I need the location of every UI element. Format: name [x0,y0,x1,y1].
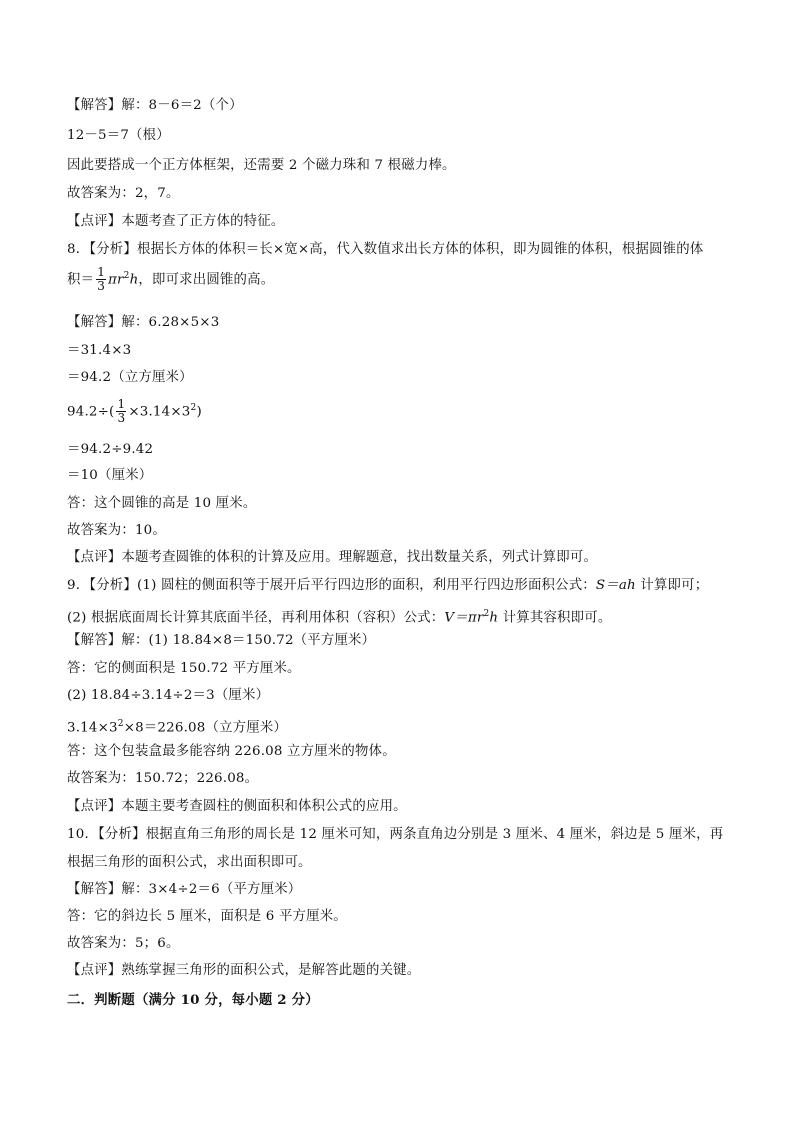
formula-line: 94.2÷( $\frac{1}{3}$ $\times 3.14\times 3^2$) [67,397,202,426]
comment-line: 【点评】本题主要考查圆柱的侧面积和体积公式的应用。 [67,799,407,814]
fraction: $\frac{1}{3}$ [117,397,126,426]
result-line: 故答案为：2，7。 [67,186,180,201]
answer-line: 【解答】解：(1) 18.84×8＝150.72（平方厘米） [67,633,376,648]
analysis-line: 10．【分析】根据直角三角形的周长是 12 厘米可知，两条直角边分别是 3 厘米、4 厘米，斜边是 5 厘米，再 [67,827,724,842]
answer-statement: 答：这个圆锥的高是 10 厘米。 [67,496,257,511]
calc-line: $3.14\times 3^2\times 8=226.08$（立方厘米） [67,719,288,736]
calc-line: ＝31.4×3 [67,343,132,358]
formula-line: 积＝ $\frac{1}{3}$ $\pi r^2h$，即可求出圆锥的高。 [67,265,275,294]
fraction: $\frac{1}{3}$ [97,265,106,294]
section-heading: 二．判断题（满分 10 分，每小题 2 分） [67,992,319,1008]
calc-line: (2) 18.84÷3.14÷2＝3（厘米） [67,688,270,703]
calc-line: ＝10（厘米） [67,468,153,483]
answer-statement: 答：它的斜边长 5 厘米，面积是 6 平方厘米。 [67,909,347,924]
comment-line: 【点评】熟练掌握三角形的面积公式，是解答此题的关键。 [67,963,421,978]
calc-line: ＝94.2÷9.42 [67,442,154,457]
text-line: 因此要搭成一个正方体框架，还需要 2 个磁力珠和 7 根磁力棒。 [67,158,456,173]
calc-line: ＝94.2（立方厘米） [67,370,193,385]
analysis-line: 8．【分析】根据长方体的体积＝长×宽×高，代入数值求出长方体的体积，即为圆锥的体积，根据圆锥的体 [67,242,704,257]
result-line: 故答案为：5；6。 [67,936,180,951]
answer-line: 【解答】解：6.28×5×3 [67,315,220,330]
result-line: 故答案为：150.72；226.08。 [67,771,259,786]
calc-line: 12－5＝7（根） [67,128,170,143]
answer-statement: 答：它的侧面积是 150.72 平方厘米。 [67,661,301,676]
analysis-line: 9．【分析】(1) 圆柱的侧面积等于展开后平行四边形的面积，利用平行四边形面积公式：S＝ah 计算即可； [67,578,709,593]
analysis-line: 根据三角形的面积公式，求出面积即可。 [67,855,312,870]
answer-line: 【解答】解：3×4÷2＝6（平方厘米） [67,882,302,897]
result-line: 故答案为：10。 [67,523,166,538]
comment-line: 【点评】本题考查圆锥的体积的计算及应用。理解题意，找出数量关系，列式计算即可。 [67,550,598,565]
comment-line: 【点评】本题考查了正方体的特征。 [67,214,285,229]
analysis-line: (2) 根据底面周长计算其底面半径，再利用体积（容积）公式：$V=\pi r^2h$ 计算其容积即可。 [67,609,612,626]
answer-statement: 答：这个包装盒最多能容纳 226.08 立方厘米的物体。 [67,744,396,759]
answer-line: 【解答】解：8－6＝2（个） [67,98,243,113]
